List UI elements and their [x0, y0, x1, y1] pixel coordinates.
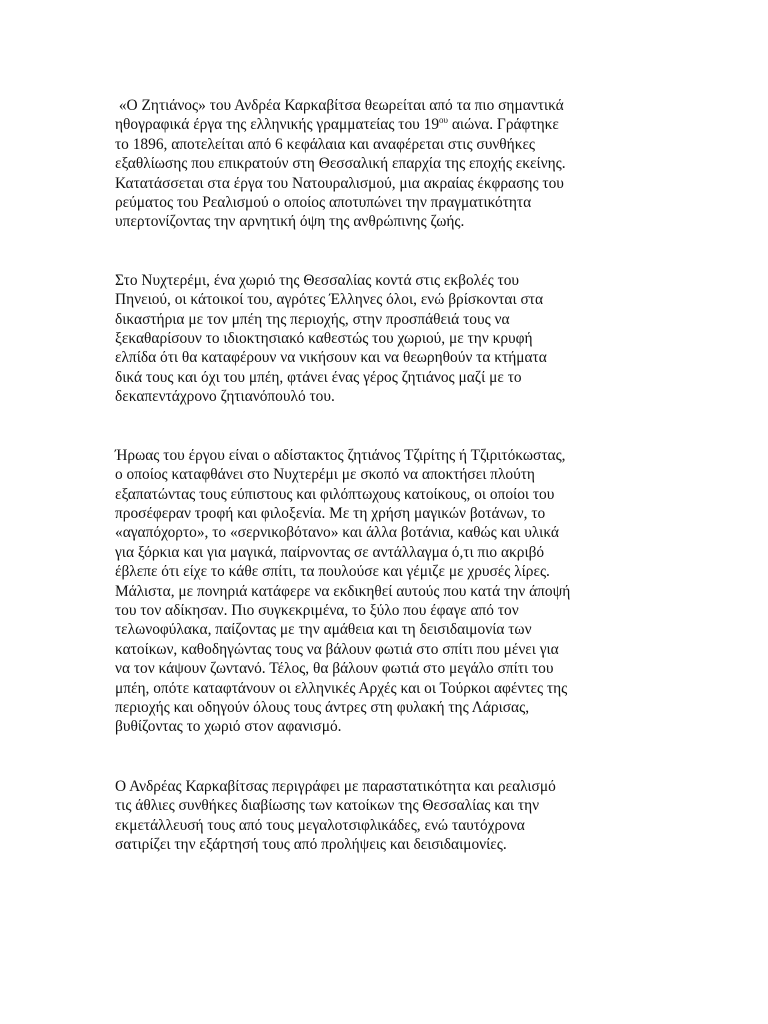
line-text: αιώνα. Γράφτηκε: [448, 116, 559, 134]
paragraph-2-line: Πηνειού, οι κάτοικοί του, αγρότες Έλληνες όλοι, ενώ βρίσκονται στα: [115, 291, 544, 309]
paragraph-3-line: Μάλιστα, με πονηριά κατάφερε να εκδικηθεί αυτούς που κατά την άποψή: [115, 582, 571, 600]
paragraph-4-line: Ο Ανδρέας Καρκαβίτσας περιγράφει με παραστατικότητα και ρεαλισμό: [115, 777, 556, 795]
paragraph-2-line: Στο Νυχτερέμι, ένα χωριό της Θεσσαλίας κοντά στις εκβολές του: [115, 271, 520, 289]
paragraph-2-line: ελπίδα ότι θα καταφέρουν να νικήσουν και να θεωρηθούν τα κτήματα: [115, 349, 547, 367]
line-text: ηθογραφικά έργα της ελληνικής γραμματείας του 19: [115, 116, 440, 134]
paragraph-spacer: [115, 407, 655, 446]
paragraph-4: [115, 777, 655, 855]
paragraph-spacer: [115, 737, 655, 777]
paragraph-1-line-4: εξαθλίωσης που επικρατούν στη Θεσσαλική επαρχία της εποχής εκείνης.: [115, 155, 566, 173]
paragraph-2-line: δικαστήρια με τον μπέη της περιοχής, στην προσπάθειά τους να: [115, 310, 510, 328]
document-body: [115, 96, 655, 854]
ordinal-superscript: ου: [439, 115, 449, 126]
paragraph-3-line: του τον αδίκησαν. Πιο συγκεκριμένα, το ξύλο που έφαγε από τον: [115, 601, 519, 619]
paragraph-2-line: ξεκαθαρίσουν το ιδιοκτησιακό καθεστώς του χωριού, με την κρυφή: [115, 330, 533, 348]
paragraph-3-line: μπέη, οπότε καταφτάνουν οι ελληνικές Αρχές και οι Τούρκοι αφέντες της: [115, 679, 568, 697]
paragraph-3-line: βυθίζοντας το χωριό στον αφανισμό.: [115, 718, 342, 736]
paragraph-spacer: [115, 232, 655, 271]
paragraph-2: [115, 271, 655, 407]
paragraph-2-line: δικά τους και όχι του μπέη, φτάνει ένας γέρος ζητιάνος μαζί με το: [115, 368, 522, 386]
paragraph-2-line: δεκαπεντάχρονο ζητιανόπουλό του.: [115, 388, 335, 406]
paragraph-1-line-2: [115, 115, 655, 134]
paragraph-3-line: να τον κάψουν ζωντανό. Τέλος, θα βάλουν φωτιά στο μεγάλο σπίτι του: [115, 660, 554, 678]
paragraph-3-line: «αγαπόχορτο», το «σερνικοβότανο» και άλλα βοτάνια, καθώς και υλικά: [115, 524, 559, 542]
paragraph-3-line: έβλεπε ότι είχε το κάθε σπίτι, τα πουλούσε και γέμιζε με χρυσές λίρες.: [115, 563, 550, 581]
paragraph-4-line: εκμετάλλευσή τους από τους μεγαλοτσιφλικάδες, ενώ ταυτόχρονα: [115, 816, 525, 834]
paragraph-3-line: Ήρωας του έργου είναι ο αδίστακτος ζητιάνος Τζιρίτης ή Τζιριτόκωστας,: [115, 446, 566, 464]
paragraph-4-line: σατιρίζει την εξάρτησή τους από προλήψεις και δεισιδαιμονίες.: [115, 836, 507, 853]
paragraph-3-line: για ξόρκια και για μαγικά, παίρνοντας σε αντάλλαγμα ό,τι πιο ακριβό: [115, 543, 545, 561]
paragraph-1-line-5: Κατατάσσεται στα έργα του Νατουραλισμού, μια ακραίας έκφρασης του: [115, 174, 564, 192]
paragraph-1-line-1: «Ο Ζητιάνος» του Ανδρέα Καρκαβίτσα θεωρείται από τα πιο σημαντικά: [115, 97, 564, 114]
paragraph-3-line: κατοίκων, καθοδηγώντας τους να βάλουν φωτιά στο σπίτι που μένει για: [115, 640, 559, 658]
paragraph-1-line-6: ρεύματος του Ρεαλισμού ο οποίος αποτυπώνει την πραγματικότητα: [115, 194, 532, 212]
paragraph-3-line: προσέφεραν τροφή και φιλοξενία. Με τη χρήση μαγικών βοτάνων, το: [115, 504, 546, 522]
paragraph-3-line: τελωνοφύλακα, παίζοντας με την αμάθεια και τη δεισιδαιμονία των: [115, 621, 532, 639]
paragraph-3-line: περιοχής και οδηγούν όλους τους άντρες στη φυλακή της Λάρισας,: [115, 698, 530, 716]
paragraph-1-line-7: υπερτονίζοντας την αρνητική όψη της ανθρώπινης ζωής.: [115, 213, 465, 231]
paragraph-1-line-3: το 1896, αποτελείται από 6 κεφάλαια και αναφέρεται στις συνθήκες: [115, 135, 536, 153]
paragraph-4-line: τις άθλιες συνθήκες διαβίωσης των κατοίκων της Θεσσαλίας και την: [115, 797, 540, 815]
paragraph-1: [115, 96, 655, 232]
paragraph-3: [115, 446, 655, 737]
paragraph-3-line: εξαπατώντας τους εύπιστους και φιλόπτωχους κατοίκους, οι οποίοι του: [115, 485, 555, 503]
paragraph-3-line: ο οποίος καταφθάνει στο Νυχτερέμι με σκοπό να αποκτήσει πλούτη: [115, 466, 535, 484]
